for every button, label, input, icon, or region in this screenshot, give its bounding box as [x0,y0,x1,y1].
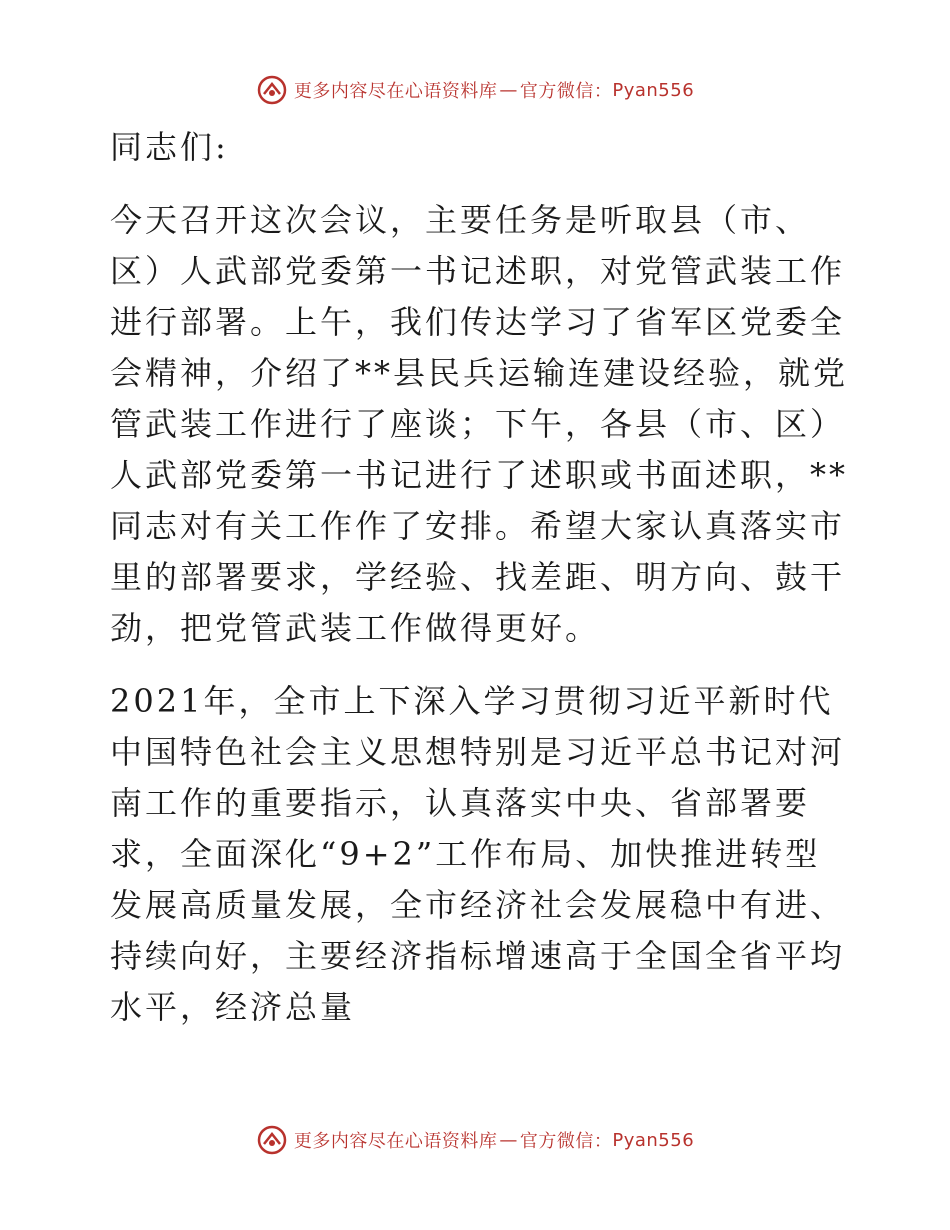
watermark-official-label: 官方微信： [519,81,613,102]
watermark-wechat-id: Pyan556 [612,79,695,101]
watermark-header [0,70,950,110]
watermark-text: 更多内容尽在心语资料库 [293,81,498,102]
watermark-separator: — [499,79,518,101]
book-logo-icon [256,74,288,106]
book-logo-icon [256,1124,288,1156]
watermark-text: 更多内容尽在心语资料库 [293,1131,498,1152]
document-body [98,122,850,1055]
watermark-official-label: 官方微信： [519,1131,613,1152]
watermark-separator: — [499,1129,518,1151]
paragraph: 2021年，全市上下深入学习贯彻习近平新时代中国特色社会主义思想特别是习近平总书记对河南工作的重要指示，认真落实中央、省部署要求，全面深化“9+2”工作布局、加快推进转型发展高质量发展，全市经济社会发展稳中有进、持续向好，主要经济指标增速高于全国全省平均水平，经济总量 [110,682,846,1026]
watermark-wechat-id: Pyan556 [612,1129,695,1151]
salutation: 同志们: [110,128,229,166]
paragraph: 今天召开这次会议，主要任务是听取县（市、区）人武部党委第一书记述职，对党管武装工作进行部署。上午，我们传达学习了省军区党委全会精神，介绍了**县民兵运输连建设经验，就党管武装工作进行了座谈；下午，各县（市、区）人武部党委第一书记进行了述职或书面述职，**同志对有关工作作了安排。希望大家认真落实市里的部署要求，学经验、找差距、明方向、鼓干劲，把党管武装工作做得更好。 [110,201,849,647]
watermark-footer [0,1120,950,1160]
